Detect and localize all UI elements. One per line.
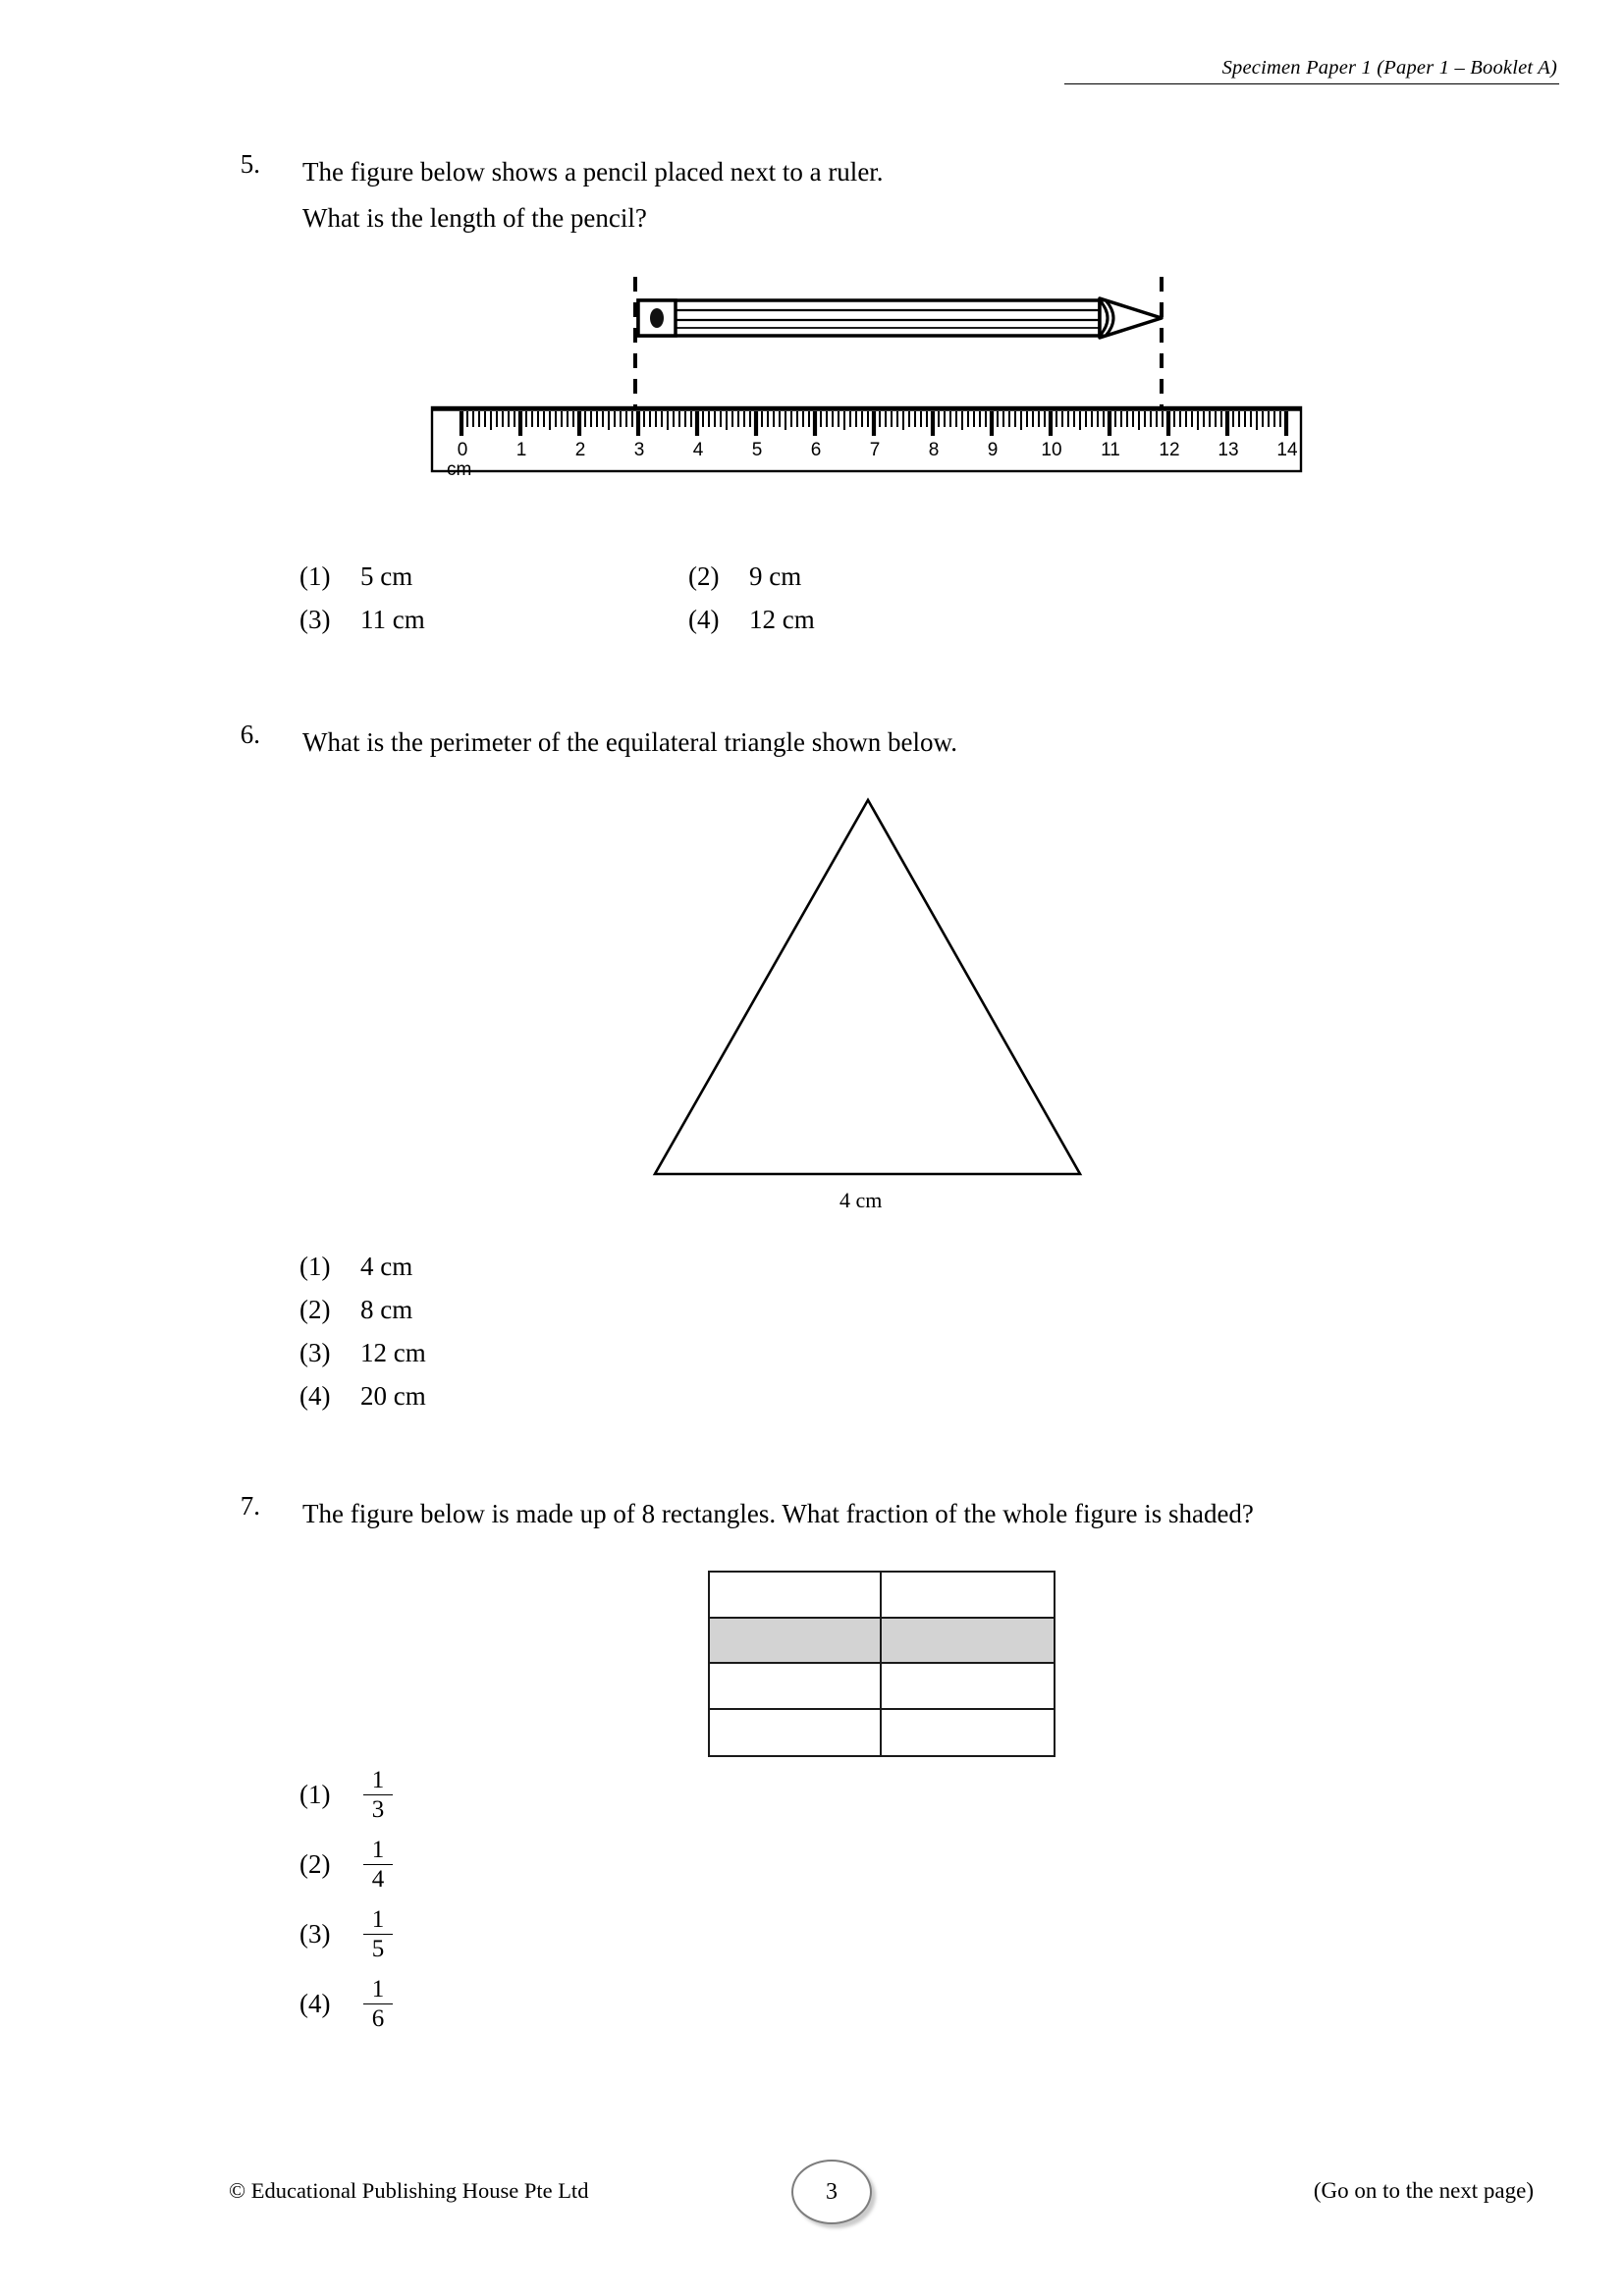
fraction-numerator: 1	[371, 1836, 385, 1863]
question-6-line-1: What is the perimeter of the equilateral triangle shown below.	[302, 727, 958, 757]
fraction	[363, 1837, 393, 1894]
option-text: 4 cm	[360, 1252, 413, 1281]
grid-cell	[882, 1664, 1054, 1710]
fraction-numerator: 1	[371, 1905, 385, 1933]
option-row[interactable]	[299, 1899, 393, 1969]
ruler-tick-label-13: 13	[1218, 440, 1239, 460]
rectangle-grid-figure	[708, 1571, 1056, 1757]
ruler-tick-label-7: 7	[869, 440, 881, 460]
option-label: (2)	[299, 1849, 331, 1879]
header-title: Specimen Paper 1 (Paper 1 – Booklet A)	[1221, 57, 1557, 79]
option-text: 20 cm	[360, 1381, 426, 1411]
option-label: (4)	[688, 605, 720, 634]
grid-cell-shaded	[710, 1619, 882, 1665]
ruler-tick-label-1: 1	[515, 440, 527, 460]
ruler-tick-label-3: 3	[633, 440, 645, 460]
triangle-shape	[655, 800, 1080, 1174]
question-5-line-2: What is the length of the pencil?	[302, 203, 647, 233]
ruler-tick-label-11: 11	[1101, 440, 1120, 460]
option-row[interactable]	[299, 1830, 393, 1899]
ruler-tick-label-2: 2	[574, 440, 586, 460]
option-text: 5 cm	[360, 561, 413, 591]
option-label: (2)	[299, 1295, 331, 1324]
grid-cell	[710, 1664, 882, 1710]
fraction-denominator: 4	[371, 1866, 385, 1894]
page-number: 3	[826, 2178, 838, 2205]
question-5-number: 5.	[240, 149, 260, 179]
ruler-tick-label-12: 12	[1159, 440, 1180, 460]
option-row[interactable]	[299, 1760, 393, 1830]
option-label: (3)	[299, 605, 331, 634]
footer-continue-note: (Go on to the next page)	[1313, 2178, 1534, 2203]
fraction	[363, 1906, 393, 1963]
option-label: (1)	[299, 561, 331, 591]
option-text: 9 cm	[749, 561, 802, 591]
fraction-denominator: 3	[371, 1796, 385, 1824]
option-label: (3)	[299, 1919, 331, 1949]
question-7-options	[299, 1760, 393, 2039]
option-row[interactable]	[299, 1969, 393, 2039]
question-7-text	[302, 1491, 1254, 1537]
grid-cell-shaded	[882, 1619, 1054, 1665]
option-label: (1)	[299, 1252, 331, 1281]
option-text: 11 cm	[360, 605, 425, 634]
option-label: (4)	[299, 1989, 331, 2018]
question-5-line-1: The figure below shows a pencil placed next to a ruler.	[302, 157, 884, 187]
option-row[interactable]	[299, 1288, 426, 1331]
triangle-base-label: 4 cm	[839, 1188, 883, 1212]
fraction	[363, 1767, 393, 1824]
question-6-number: 6.	[240, 720, 260, 749]
option-label: (1)	[299, 1780, 331, 1809]
ruler-tick-label-9: 9	[987, 440, 999, 460]
ruler-tick-label-0: 0	[457, 440, 468, 460]
option-text: 12 cm	[749, 605, 815, 634]
option-row[interactable]	[299, 1245, 426, 1288]
fraction-numerator: 1	[371, 1766, 385, 1793]
grid-cell	[710, 1573, 882, 1619]
question-7-line-1: The figure below is made up of 8 rectangles. What fraction of the whole figure is shaded?	[302, 1499, 1254, 1528]
option-text: 8 cm	[360, 1295, 413, 1324]
question-7-number: 7.	[240, 1491, 260, 1521]
option-label: (2)	[688, 561, 720, 591]
ruler-tick-label-6: 6	[810, 440, 822, 460]
ruler-tick-label-5: 5	[751, 440, 763, 460]
fraction-denominator: 6	[371, 2005, 385, 2033]
grid-cell	[882, 1573, 1054, 1619]
question-6-options	[299, 1245, 426, 1417]
option-label: (4)	[299, 1381, 331, 1411]
ruler-tick-label-4: 4	[692, 440, 704, 460]
option-label: (3)	[299, 1338, 331, 1367]
option-row[interactable]	[299, 1331, 426, 1374]
footer-copyright: © Educational Publishing House Pte Ltd	[229, 2178, 589, 2203]
fraction	[363, 1976, 393, 2033]
grid-cell	[710, 1710, 882, 1756]
option-row[interactable]	[299, 1374, 426, 1417]
fraction-denominator: 5	[371, 1936, 385, 1963]
fraction-numerator: 1	[371, 1975, 385, 2002]
option-text: 12 cm	[360, 1338, 426, 1367]
grid-cell	[882, 1710, 1054, 1756]
ruler-tick-label-14: 14	[1276, 440, 1298, 460]
page-number-badge	[791, 2160, 872, 2224]
ruler-tick-label-8: 8	[928, 440, 940, 460]
ruler-tick-label-10: 10	[1041, 440, 1062, 460]
ruler-unit-label: cm	[447, 459, 472, 480]
